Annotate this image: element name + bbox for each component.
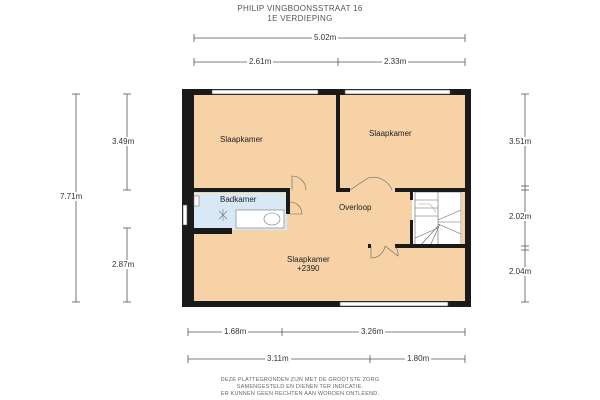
room-label-bedroom-top-left: Slaapkamer [220, 135, 263, 144]
dim-top-left: 2.61m [249, 57, 272, 66]
dim-left-upper: 3.49m [112, 137, 135, 146]
disclaimer-line-2: SAMENGESTELD EN DIENEN TER INDICATIE. [236, 384, 364, 390]
dim-bottom1-left: 1.68m [224, 327, 247, 336]
dim-right-middle: 2.02m [509, 212, 532, 221]
dim-bottom2-left: 3.11m [267, 354, 289, 363]
dim-top-right: 2.33m [384, 57, 407, 66]
dim-top-total: 5.02m [314, 33, 337, 42]
dim-bottom2-right: 1.80m [407, 354, 430, 363]
bedroom-top-right-floor [338, 94, 465, 190]
dim-bottom1-right: 3.26m [361, 327, 384, 336]
room-label-bedroom-top-right: Slaapkamer [369, 129, 412, 138]
bedroom-top-left-floor [188, 94, 338, 190]
disclaimer-line-1: DEZE PLATTEGRONDEN ZIJN MET DE GROOTSTE ZORG [220, 377, 380, 383]
room-label-bedroom-bottom: Slaapkamer [287, 255, 330, 264]
room-label-landing: Overloop [339, 203, 372, 212]
room-height-bedroom-bottom: +2390 [297, 264, 320, 273]
stairwell-floor [412, 190, 462, 248]
dim-right-upper: 3.51m [509, 137, 532, 146]
dim-left-total: 7.71m [60, 192, 83, 201]
dim-left-lower: 2.87m [112, 260, 135, 269]
floor-title: 1E VERDIEPING [267, 14, 333, 23]
dim-right-lower: 2.04m [509, 267, 532, 276]
address-title: PHILIP VINGBOONSSTRAAT 16 [237, 4, 363, 13]
disclaimer-line-3: ER KUNNEN GEEN RECHTEN AAN WORDEN ONTLEEND. [220, 391, 380, 397]
room-label-bathroom: Badkamer [220, 195, 257, 204]
